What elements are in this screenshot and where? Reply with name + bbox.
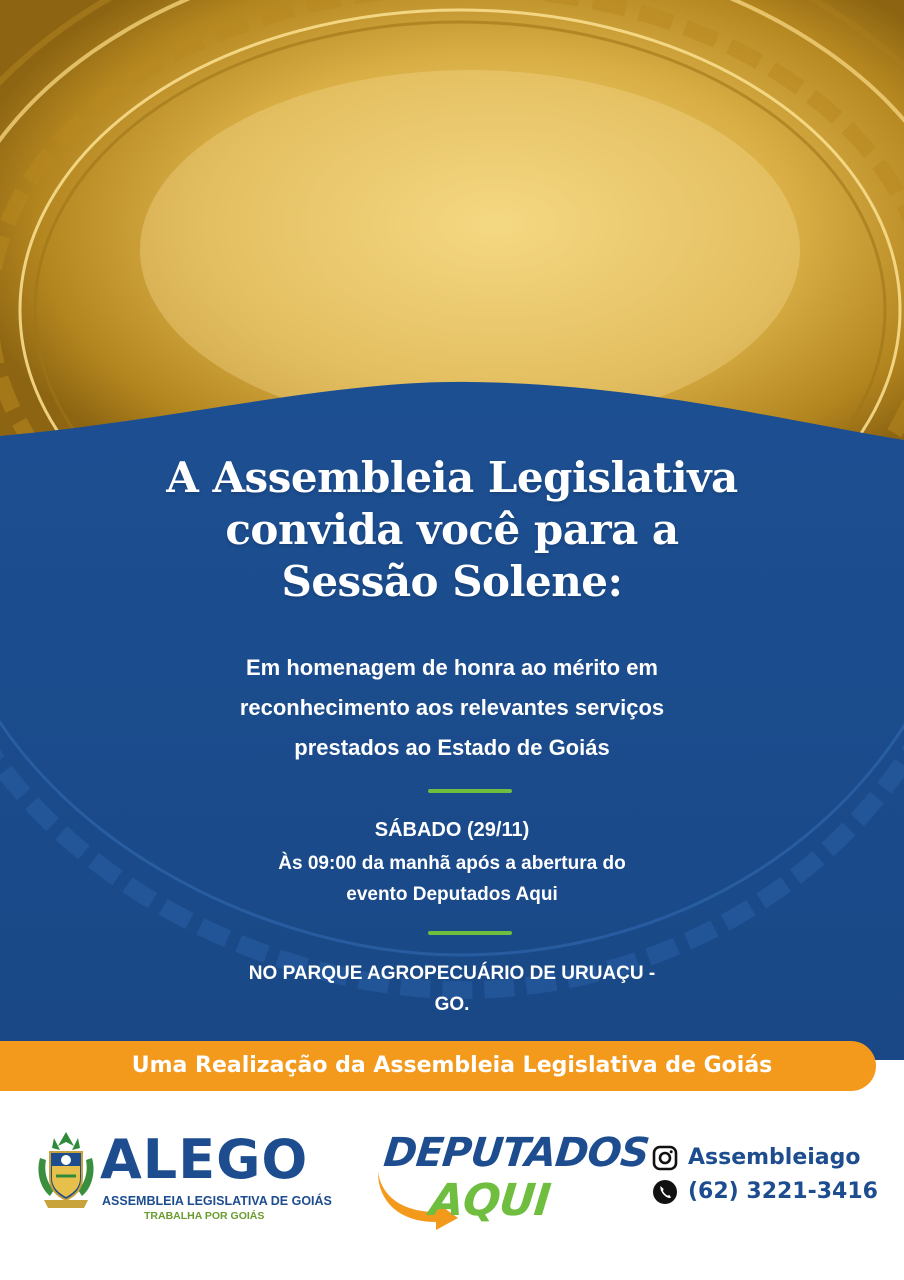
instagram-contact[interactable] (652, 1142, 892, 1176)
green-divider-bottom (428, 931, 512, 935)
time-detail-line-2: evento Deputados Aqui (346, 884, 558, 905)
organizer-banner-text: Uma Realização da Assembleia Legislativa de Goiás (131, 1053, 773, 1078)
aqui-wordmark: AQUI (427, 1175, 553, 1226)
alego-slogan: TRABALHA POR GOIÁS (144, 1210, 265, 1222)
location-line-1: NO PARQUE AGROPECUÁRIO DE URUAÇU - (248, 963, 656, 984)
invitation-subtitle (0, 648, 904, 768)
subtitle-line-2: reconhecimento aos relevantes serviços (239, 695, 665, 720)
title-line-3: Sessão Solene: (281, 557, 623, 606)
alego-logo (34, 1128, 334, 1222)
subtitle-line-1: Em homenagem de honra ao mérito em (246, 655, 658, 680)
phone-number: (62) 3221-3416 (688, 1179, 878, 1204)
event-date: SÁBADO (29/11) (374, 819, 530, 841)
alego-wordmark: ALEGO (100, 1128, 309, 1191)
title-line-1: A Assembleia Legislativa (166, 453, 738, 502)
deputados-aqui-logo (374, 1128, 651, 1238)
instagram-icon (652, 1145, 678, 1171)
contact-info (652, 1142, 892, 1210)
title-line-2: convida você para a (225, 505, 679, 554)
time-detail-line-1: Às 09:00 da manhã após a abertura do (278, 853, 626, 874)
location-line-2: GO. (434, 994, 470, 1015)
state-coat-of-arms-icon (34, 1128, 98, 1212)
event-location (0, 958, 904, 1020)
instagram-handle: Assembleiago (688, 1145, 861, 1170)
invitation-title (0, 452, 904, 608)
green-divider-top (428, 789, 512, 793)
deputados-wordmark: DEPUTADOS (381, 1130, 651, 1176)
phone-icon (652, 1179, 678, 1205)
phone-contact[interactable] (652, 1176, 892, 1210)
alego-full-name: ASSEMBLEIA LEGISLATIVA DE GOIÁS (102, 1194, 332, 1208)
subtitle-line-3: prestados ao Estado de Goiás (294, 735, 610, 760)
event-time-detail (0, 848, 904, 910)
